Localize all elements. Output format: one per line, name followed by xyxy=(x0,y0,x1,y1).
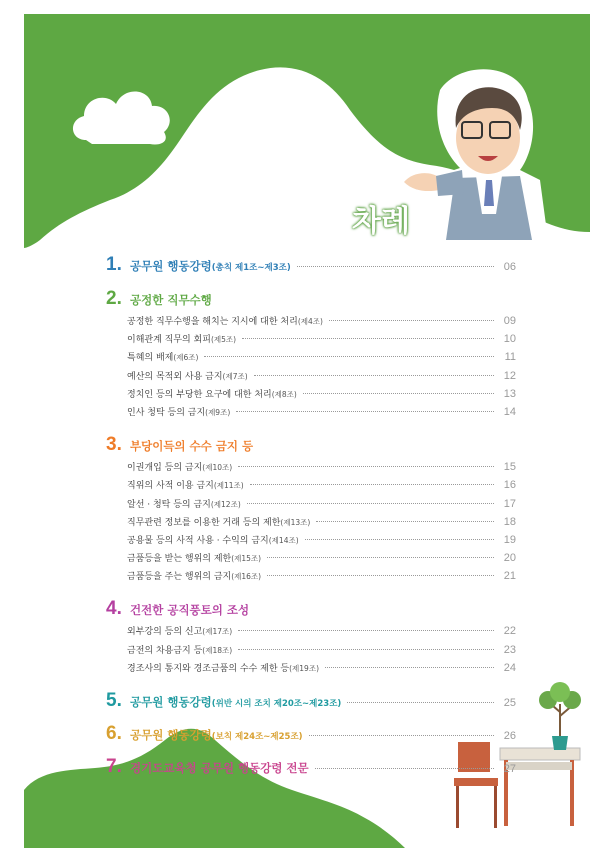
page-number: 26 xyxy=(503,730,516,742)
dot-leader xyxy=(325,667,494,668)
page-number: 18 xyxy=(503,515,516,528)
page-number: 11 xyxy=(504,351,516,364)
section-number: 7. xyxy=(106,756,122,777)
section-number: 4. xyxy=(106,598,122,620)
item-title: 이해관계 직무의 회피 xyxy=(127,335,211,346)
page-number: 06 xyxy=(503,261,516,273)
dot-leader xyxy=(238,466,494,467)
item-title: 정치인 등의 부당한 요구에 대한 처리 xyxy=(127,389,272,400)
item-title: 공용물 등의 사적 사용 · 수익의 금지 xyxy=(127,535,269,546)
page-number: 20 xyxy=(503,552,516,565)
toc-item[interactable] xyxy=(106,624,516,642)
toc-section-2[interactable] xyxy=(106,288,516,310)
dot-leader xyxy=(329,320,494,321)
item-article: (제11조) xyxy=(213,481,244,491)
toc-section-5[interactable] xyxy=(106,690,516,712)
item-article: (제5조) xyxy=(210,335,237,345)
toc-item[interactable] xyxy=(106,569,516,587)
dot-leader xyxy=(305,539,494,540)
dot-leader xyxy=(315,768,494,769)
dot-leader xyxy=(236,411,494,412)
dot-leader xyxy=(250,484,494,485)
item-title: 알선 · 청탁 등의 금지 xyxy=(127,499,211,510)
dot-leader xyxy=(309,735,494,736)
item-article: (제12조) xyxy=(210,499,241,509)
dot-leader xyxy=(238,630,494,631)
dot-leader xyxy=(242,338,494,339)
section-number: 6. xyxy=(106,723,122,744)
toc-item[interactable] xyxy=(106,405,516,423)
toc-section-6[interactable] xyxy=(106,723,516,745)
item-article: (제4조) xyxy=(297,317,323,326)
section-title: 공무원 행동강령 xyxy=(130,728,212,742)
toc-item[interactable] xyxy=(106,551,516,569)
toc-section-4[interactable] xyxy=(106,598,516,620)
dot-leader xyxy=(297,266,494,267)
dot-leader xyxy=(303,393,494,394)
page-number: 25 xyxy=(503,697,516,709)
item-title: 공정한 직무수행을 해치는 지시에 대한 처리 xyxy=(127,317,298,327)
section-title: 공정한 직무수행 xyxy=(130,293,212,307)
page-number: 13 xyxy=(503,387,516,400)
section-title: 부당이득의 수수 금지 등 xyxy=(130,439,254,454)
page-number: 14 xyxy=(503,405,516,418)
section-number: 2. xyxy=(106,288,122,309)
item-title: 예산의 목적외 사용 금지 xyxy=(127,371,223,382)
item-article: (제15조) xyxy=(231,554,262,564)
toc-item[interactable] xyxy=(106,478,516,496)
toc-item[interactable] xyxy=(106,332,516,350)
toc-section-7[interactable] xyxy=(106,756,516,778)
item-title: 금전의 차용금지 등 xyxy=(127,645,203,656)
item-article: (제7조) xyxy=(222,371,248,381)
dot-leader xyxy=(254,375,494,376)
page-number: 27 xyxy=(503,763,516,775)
section-title: 공무원 행동강령 xyxy=(130,695,212,709)
toc-item[interactable] xyxy=(106,533,516,551)
page-number: 12 xyxy=(503,369,516,382)
toc-item[interactable] xyxy=(106,314,516,332)
toc-section-1[interactable] xyxy=(106,254,516,276)
toc-item[interactable] xyxy=(106,497,516,515)
dot-leader xyxy=(204,356,494,357)
dot-leader xyxy=(267,575,494,576)
section-number: 5. xyxy=(106,690,122,711)
toc-badge-text: 차례 xyxy=(352,204,410,239)
section-title: 경기도교육청 공무원 행동강령 전문 xyxy=(130,761,309,775)
section-title: 건전한 공직풍토의 조성 xyxy=(130,603,250,618)
section-title: 공무원 행동강령 xyxy=(130,259,212,273)
item-title: 이권개입 등의 금지 xyxy=(127,463,203,474)
toc-badge xyxy=(352,196,410,240)
page-number: 19 xyxy=(503,533,516,546)
toc-item[interactable] xyxy=(106,350,516,368)
dot-leader xyxy=(247,503,494,504)
page-number: 17 xyxy=(503,497,516,510)
item-article: (제8조) xyxy=(271,389,297,399)
dot-leader xyxy=(347,702,494,703)
toc-item[interactable] xyxy=(106,387,516,405)
section-number: 1. xyxy=(106,254,122,275)
page-number: 21 xyxy=(503,570,516,583)
item-title: 특혜의 배제 xyxy=(127,353,174,364)
page-number: 15 xyxy=(503,461,516,474)
toc-item[interactable] xyxy=(106,643,516,661)
toc-section-3[interactable] xyxy=(106,434,516,456)
section-subtitle: (보칙 제24조~제25조) xyxy=(211,732,303,742)
item-article: (제17조) xyxy=(202,627,233,637)
item-article: (제18조) xyxy=(202,645,233,655)
item-title: 외부강의 등의 신고 xyxy=(127,627,203,638)
page-number: 23 xyxy=(503,643,516,656)
toc-item[interactable] xyxy=(106,460,516,478)
dot-leader xyxy=(267,557,494,558)
page-number: 24 xyxy=(503,661,516,674)
item-article: (제6조) xyxy=(173,353,199,363)
item-title: 금품등을 받는 행위의 제한 xyxy=(127,554,232,565)
table-of-contents xyxy=(106,254,516,782)
item-article: (제16조) xyxy=(231,572,262,582)
item-article: (제10조) xyxy=(202,463,233,473)
page-number: 22 xyxy=(503,625,516,638)
section-subtitle: (총칙 제1조~제3조) xyxy=(211,263,291,273)
item-title: 경조사의 통지와 경조금품의 수수 제한 등 xyxy=(127,663,290,674)
dot-leader xyxy=(316,521,494,522)
page-number: 09 xyxy=(503,315,516,327)
section-subtitle: (위반 시의 조치 제20조~제23조) xyxy=(211,699,342,709)
section-number: 3. xyxy=(106,434,122,456)
item-title: 금품등을 주는 행위의 금지 xyxy=(127,572,232,583)
toc-item[interactable] xyxy=(106,369,516,387)
page-number: 16 xyxy=(503,479,516,492)
item-article: (제19조) xyxy=(289,663,319,673)
item-article: (제9조) xyxy=(205,407,231,417)
item-article: (제14조) xyxy=(268,535,299,545)
item-article: (제13조) xyxy=(280,517,311,527)
item-title: 인사 청탁 등의 금지 xyxy=(127,407,206,418)
page-number: 10 xyxy=(503,333,516,346)
dot-leader xyxy=(238,649,494,650)
item-title: 직위의 사적 이용 금지 xyxy=(127,481,214,492)
item-title: 직무관련 정보를 이용한 거래 등의 제한 xyxy=(127,517,281,528)
toc-item[interactable] xyxy=(106,515,516,533)
toc-item[interactable] xyxy=(106,661,516,679)
